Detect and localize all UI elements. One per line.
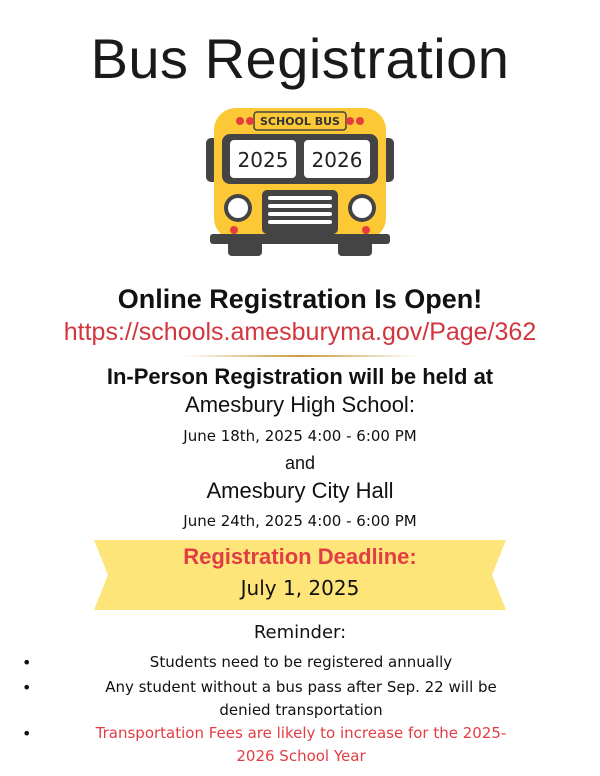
bullet-icon: • (22, 724, 32, 743)
right-tail-light (362, 226, 370, 234)
year-right: 2026 (311, 148, 363, 172)
location-high-school: Amesbury High School: (185, 392, 415, 417)
location-city-hall: Amesbury City Hall (206, 478, 394, 503)
left-tail-light (230, 226, 238, 234)
left-headlight-lens (228, 198, 248, 218)
bullet-icon: • (22, 678, 32, 697)
bullet-icon: • (22, 653, 32, 672)
list-item-text: Any student without a bus pass after Sep. 22 will be denied transportation (105, 678, 497, 719)
high-school-date-time: June 18th, 2025 4:00 - 6:00 PM (183, 427, 417, 445)
year-left: 2025 (237, 148, 289, 172)
conjunction-and: and (284, 453, 316, 473)
deadline-date: July 1, 2025 (240, 576, 360, 600)
reminder-heading: Reminder: (253, 622, 347, 643)
divider (183, 355, 417, 357)
list-item-text: Students need to be registered annually (149, 653, 453, 671)
sign-light (356, 117, 364, 125)
registration-url-link[interactable]: https://schools.amesburyma.gov/Page/362 (63, 318, 537, 346)
online-registration-heading: Online Registration Is Open! (117, 284, 483, 314)
bumper (210, 234, 390, 244)
city-hall-date-time: June 24th, 2025 4:00 - 6:00 PM (183, 512, 417, 530)
school-bus-illustration (200, 104, 400, 256)
sign-light (246, 117, 254, 125)
right-headlight-lens (352, 198, 372, 218)
in-person-heading: In-Person Registration will be held at (106, 364, 494, 389)
list-item-text: Transportation Fees are likely to increase for the 2025-2026 School Year (95, 724, 507, 765)
sign-light (346, 117, 354, 125)
sign-light (236, 117, 244, 125)
deadline-label: Registration Deadline: (183, 544, 417, 569)
bus-sign-text: SCHOOL BUS (260, 115, 340, 128)
page-title: Bus Registration (90, 27, 510, 90)
